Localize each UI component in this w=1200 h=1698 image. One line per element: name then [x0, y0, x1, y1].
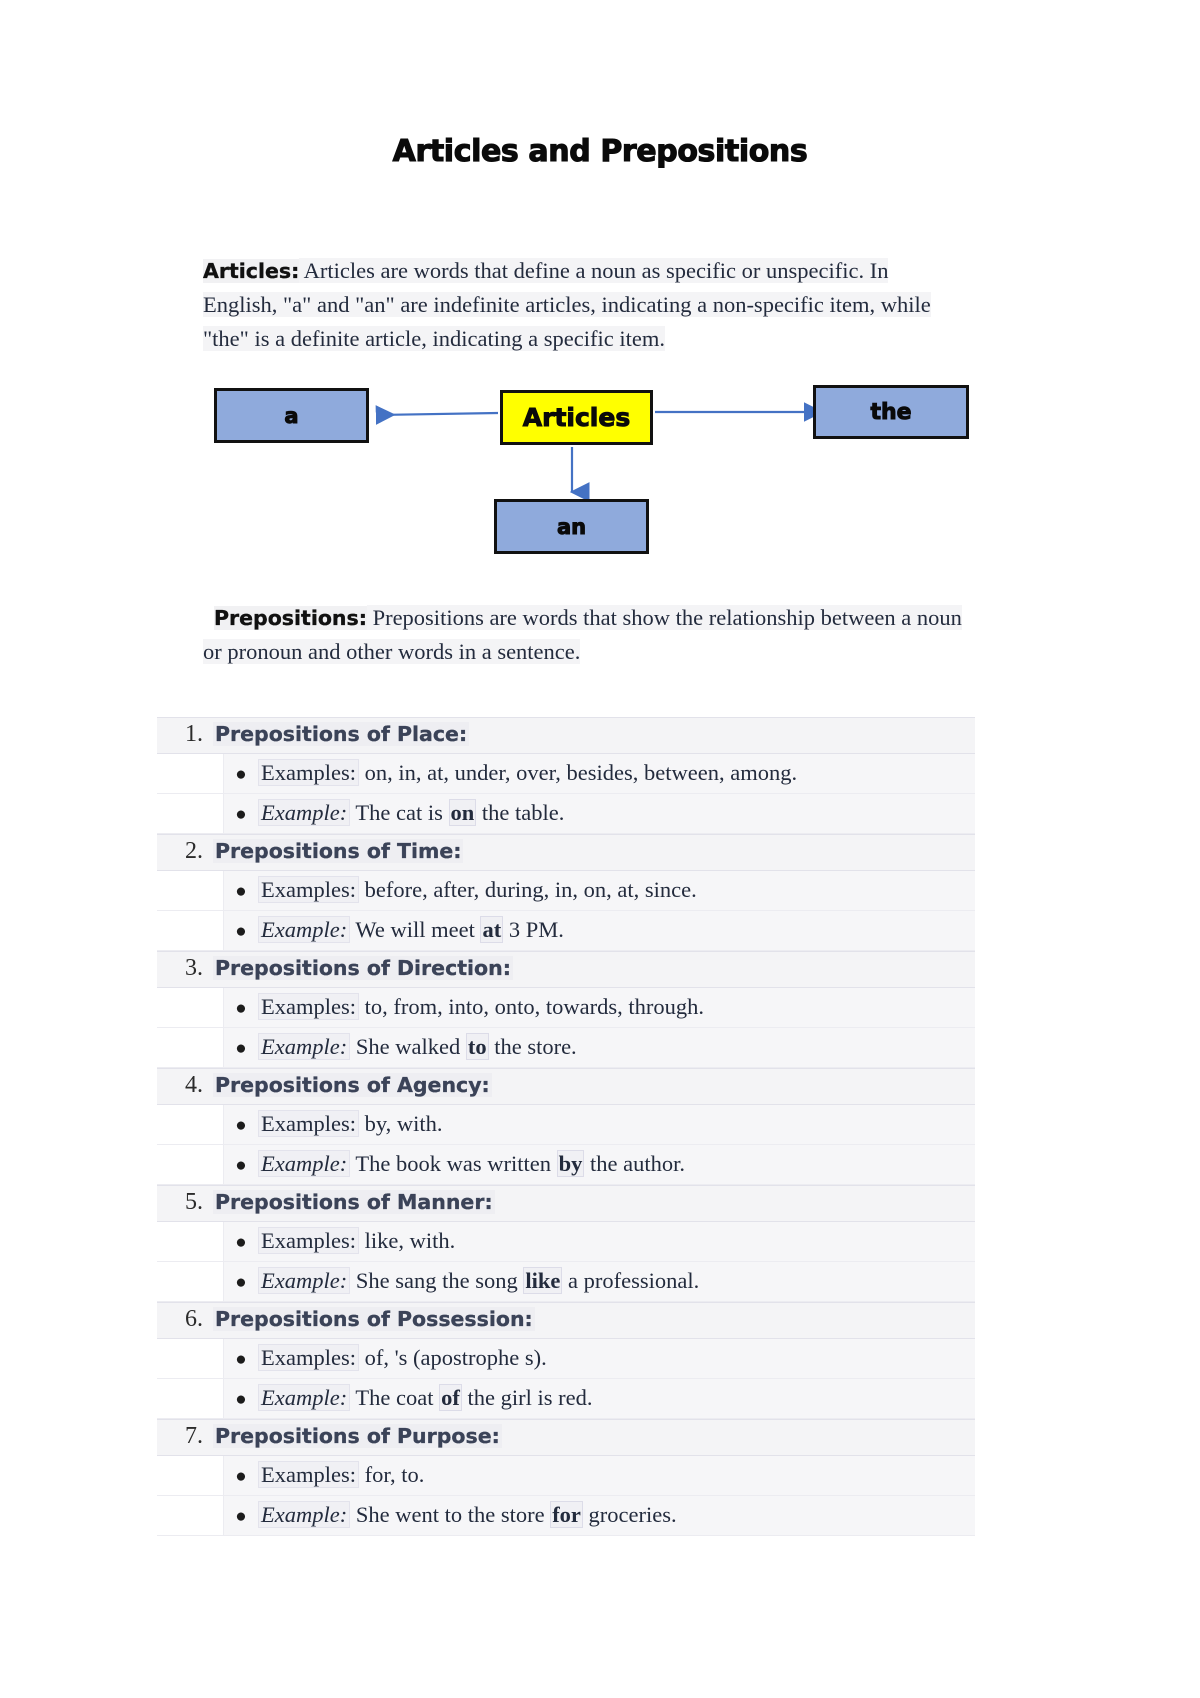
- preposition-category-heading: Prepositions of Direction:: [215, 956, 511, 980]
- prepositions-list: [157, 717, 975, 1536]
- example-sentence-content: [223, 794, 975, 833]
- examples-text: [258, 1226, 455, 1256]
- example-sentence-text: [258, 1149, 685, 1179]
- example-sentence-content: [223, 911, 975, 950]
- example-sentence-before: She went to the store: [350, 1502, 551, 1527]
- examples-text: [258, 875, 697, 905]
- diagram-node-a-label: a: [284, 403, 299, 428]
- bullet-icon: ●: [235, 764, 247, 785]
- example-sentence-text: [258, 1500, 677, 1530]
- example-sentence-after: 3 PM.: [503, 917, 564, 942]
- example-sentence-after: the table.: [476, 800, 565, 825]
- examples-bullet-content: [223, 988, 975, 1027]
- examples-bullet-row: [157, 988, 975, 1028]
- bullet-icon: ●: [235, 881, 247, 902]
- example-sentence-text: [258, 1032, 577, 1062]
- example-sentence-before: The book was written: [350, 1151, 557, 1176]
- example-sentence-before: The cat is: [350, 800, 449, 825]
- preposition-category-row: [157, 1068, 975, 1105]
- example-sentence-text: [258, 1266, 699, 1296]
- preposition-category-row: [157, 1302, 975, 1339]
- bullet-icon: ●: [235, 1272, 247, 1293]
- example-highlighted-preposition: by: [558, 1151, 583, 1176]
- prepositions-body-text: Prepositions are words that show the relationship between a noun or pronoun and other words in a sentence.: [203, 605, 962, 664]
- arrow-center-to-a: [378, 413, 498, 415]
- bullet-icon: ●: [235, 1232, 247, 1253]
- examples-bullet-content: [223, 1456, 975, 1495]
- preposition-category-row: [157, 834, 975, 871]
- bullet-icon: ●: [235, 804, 247, 825]
- example-label: Example:: [258, 1150, 350, 1177]
- list-number: 7.: [185, 1423, 203, 1449]
- examples-bullet-content: [223, 1105, 975, 1144]
- examples-value: on, in, at, under, over, besides, between, among.: [358, 760, 798, 785]
- bullet-icon: ●: [235, 1038, 247, 1059]
- examples-value: before, after, during, in, on, at, since.: [358, 877, 697, 902]
- example-sentence-bullet-row: [157, 911, 975, 951]
- example-sentence-text: [258, 798, 564, 828]
- bullet-icon: ●: [235, 1349, 247, 1370]
- diagram-node-an-label: an: [556, 514, 587, 539]
- example-sentence-after: the store.: [488, 1034, 577, 1059]
- diagram-node-articles[interactable]: [500, 390, 653, 445]
- examples-label: Examples:: [258, 876, 359, 903]
- example-sentence-content: [223, 1379, 975, 1418]
- example-highlighted-preposition: for: [552, 1502, 581, 1527]
- list-number: 6.: [185, 1306, 203, 1332]
- example-label: Example:: [258, 1033, 350, 1060]
- examples-text: [258, 1343, 547, 1373]
- example-sentence-bullet-row: [157, 794, 975, 834]
- example-sentence-content: [223, 1145, 975, 1184]
- prepositions-paragraph: [203, 601, 978, 669]
- example-label: Example:: [258, 916, 350, 943]
- example-sentence-bullet-row: [157, 1379, 975, 1419]
- examples-text: [258, 1109, 443, 1139]
- examples-bullet-content: [223, 754, 975, 793]
- example-sentence-bullet-row: [157, 1262, 975, 1302]
- example-sentence-text: [258, 915, 564, 945]
- examples-text: [258, 992, 704, 1022]
- preposition-category-row: [157, 717, 975, 754]
- list-number: 4.: [185, 1072, 203, 1098]
- example-sentence-before: We will meet: [350, 917, 481, 942]
- bullet-icon: ●: [235, 1466, 247, 1487]
- preposition-category-heading: Prepositions of Time:: [215, 839, 462, 863]
- example-highlighted-preposition: like: [525, 1268, 561, 1293]
- bullet-icon: ●: [235, 1155, 247, 1176]
- examples-bullet-row: [157, 1105, 975, 1145]
- examples-value: by, with.: [358, 1111, 443, 1136]
- example-sentence-before: She walked: [350, 1034, 466, 1059]
- preposition-category-heading: Prepositions of Agency:: [215, 1073, 490, 1097]
- articles-lead-label: Articles:: [203, 259, 300, 283]
- example-label: Example:: [258, 1267, 350, 1294]
- diagram-node-an[interactable]: [494, 499, 649, 554]
- bullet-icon: ●: [235, 1389, 247, 1410]
- example-label: Example:: [258, 1501, 350, 1528]
- diagram-node-articles-label: Articles: [522, 403, 631, 432]
- bullet-icon: ●: [235, 1115, 247, 1136]
- examples-bullet-row: [157, 754, 975, 794]
- example-sentence-after: a professional.: [562, 1268, 700, 1293]
- example-highlighted-preposition: of: [441, 1385, 460, 1410]
- articles-diagram: [0, 370, 1200, 560]
- example-sentence-text: [258, 1383, 593, 1413]
- example-sentence-bullet-row: [157, 1496, 975, 1536]
- example-sentence-bullet-row: [157, 1028, 975, 1068]
- examples-bullet-content: [223, 871, 975, 910]
- example-sentence-bullet-row: [157, 1145, 975, 1185]
- diagram-node-the[interactable]: [813, 385, 969, 439]
- preposition-category-heading: Prepositions of Manner:: [215, 1190, 493, 1214]
- example-sentence-after: groceries.: [582, 1502, 677, 1527]
- preposition-category-row: [157, 1419, 975, 1456]
- example-highlighted-preposition: at: [482, 917, 502, 942]
- examples-label: Examples:: [258, 759, 359, 786]
- page-title: Articles and Prepositions: [392, 134, 808, 169]
- examples-value: like, with.: [358, 1228, 456, 1253]
- examples-label: Examples:: [258, 1344, 359, 1371]
- examples-text: [258, 758, 797, 788]
- list-number: 2.: [185, 838, 203, 864]
- bullet-icon: ●: [235, 1506, 247, 1527]
- examples-bullet-row: [157, 871, 975, 911]
- example-sentence-content: [223, 1028, 975, 1067]
- example-highlighted-preposition: to: [467, 1034, 487, 1059]
- example-label: Example:: [258, 799, 350, 826]
- example-sentence-content: [223, 1262, 975, 1301]
- examples-bullet-row: [157, 1456, 975, 1496]
- examples-bullet-row: [157, 1339, 975, 1379]
- preposition-category-row: [157, 1185, 975, 1222]
- examples-label: Examples:: [258, 1227, 359, 1254]
- examples-label: Examples:: [258, 993, 359, 1020]
- preposition-category-heading: Prepositions of Place:: [215, 722, 468, 746]
- example-highlighted-preposition: on: [450, 800, 475, 825]
- examples-label: Examples:: [258, 1110, 359, 1137]
- example-label: Example:: [258, 1384, 350, 1411]
- prepositions-lead-label: Prepositions:: [214, 606, 367, 630]
- examples-value: to, from, into, onto, towards, through.: [358, 994, 704, 1019]
- examples-text: [258, 1460, 424, 1490]
- preposition-category-heading: Prepositions of Possession:: [215, 1307, 533, 1331]
- preposition-category-row: [157, 951, 975, 988]
- list-number: 5.: [185, 1189, 203, 1215]
- list-number: 1.: [185, 721, 203, 747]
- examples-label: Examples:: [258, 1461, 359, 1488]
- example-sentence-before: She sang the song: [350, 1268, 524, 1293]
- articles-paragraph: [203, 254, 968, 356]
- articles-body-text: Articles are words that define a noun as specific or unspecific. In English, "a" and "an" are indefinite articles, indicating a non-specific item, while "the" is a definite article, indicating a specific item.: [203, 258, 931, 351]
- bullet-icon: ●: [235, 921, 247, 942]
- examples-bullet-content: [223, 1222, 975, 1261]
- example-sentence-after: the girl is red.: [461, 1385, 593, 1410]
- examples-bullet-row: [157, 1222, 975, 1262]
- preposition-category-heading: Prepositions of Purpose:: [215, 1424, 500, 1448]
- examples-value: of, 's (apostrophe s).: [358, 1345, 547, 1370]
- examples-bullet-content: [223, 1339, 975, 1378]
- bullet-icon: ●: [235, 998, 247, 1019]
- diagram-node-a[interactable]: [214, 388, 369, 443]
- list-number: 3.: [185, 955, 203, 981]
- example-sentence-content: [223, 1496, 975, 1535]
- example-sentence-before: The coat: [350, 1385, 440, 1410]
- example-sentence-after: the author.: [584, 1151, 686, 1176]
- diagram-node-the-label: the: [870, 399, 912, 425]
- examples-value: for, to.: [358, 1462, 425, 1487]
